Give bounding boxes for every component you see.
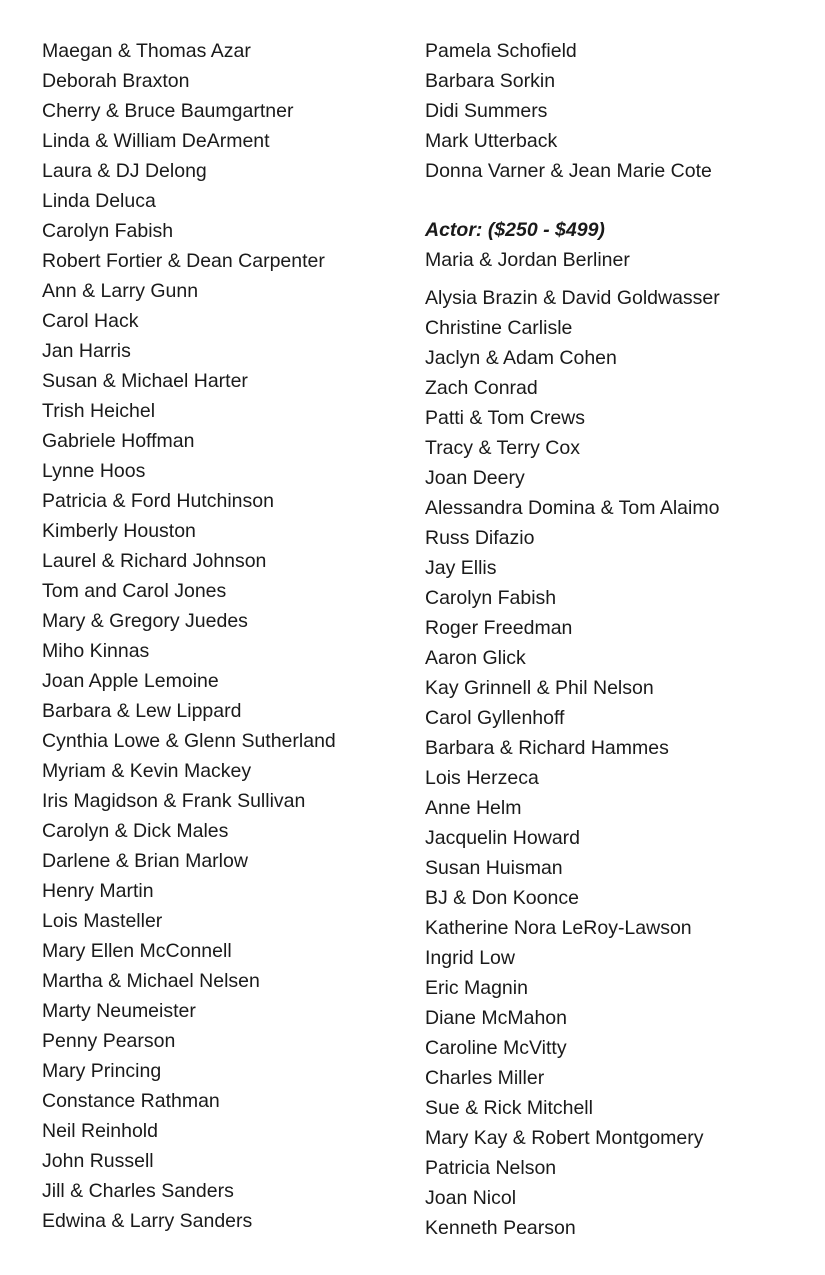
donor-name: Barbara Sorkin xyxy=(425,70,556,92)
donor-name: Jay Ellis xyxy=(425,557,497,579)
donor-name: Alessandra Domina & Tom Alaimo xyxy=(425,497,720,519)
donor-name: Mary Ellen McConnell xyxy=(42,940,232,962)
donor-name: Carolyn Fabish xyxy=(42,220,174,242)
donor-name: Linda & William DeArment xyxy=(42,130,270,152)
donor-name: Alysia Brazin & David Goldwasser xyxy=(425,287,720,309)
actor-tier-heading: Actor: ($250 - $499) xyxy=(425,219,605,241)
donor-name: Carolyn & Dick Males xyxy=(42,820,229,842)
donor-name: Carol Hack xyxy=(42,310,139,332)
donor-name: John Russell xyxy=(42,1150,154,1172)
donor-name: Deborah Braxton xyxy=(42,70,190,92)
donor-name: Iris Magidson & Frank Sullivan xyxy=(42,790,306,812)
donor-name: Jacquelin Howard xyxy=(425,827,581,849)
donor-name: Robert Fortier & Dean Carpenter xyxy=(42,250,325,272)
donor-name: Gabriele Hoffman xyxy=(42,430,195,452)
donor-name: Laura & DJ Delong xyxy=(42,160,207,182)
donor-name: Donna Varner & Jean Marie Cote xyxy=(425,160,712,182)
donor-name: Russ Difazio xyxy=(425,527,535,549)
donor-name: Miho Kinnas xyxy=(42,640,150,662)
donor-name: Cherry & Bruce Baumgartner xyxy=(42,100,294,122)
donor-name: Ingrid Low xyxy=(425,947,515,969)
donor-name: Penny Pearson xyxy=(42,1030,176,1052)
donor-name: Lois Masteller xyxy=(42,910,163,932)
donor-name: Kenneth Pearson xyxy=(425,1217,576,1239)
donor-name: Maegan & Thomas Azar xyxy=(42,40,251,62)
donor-name: Constance Rathman xyxy=(42,1090,220,1112)
donor-name: Charles Miller xyxy=(425,1067,545,1089)
right-name-column xyxy=(425,36,805,1243)
donor-name: Maria & Jordan Berliner xyxy=(425,249,630,271)
donor-name: Anne Helm xyxy=(425,797,522,819)
donor-name: Joan Deery xyxy=(425,467,525,489)
donor-name: Katherine Nora LeRoy-Lawson xyxy=(425,917,692,939)
donor-name: Eric Magnin xyxy=(425,977,528,999)
donor-name: Pamela Schofield xyxy=(425,40,577,62)
donor-name: Neil Reinhold xyxy=(42,1120,158,1142)
donor-name: Carol Gyllenhoff xyxy=(425,707,565,729)
donor-name: Laurel & Richard Johnson xyxy=(42,550,267,572)
donor-name: Tracy & Terry Cox xyxy=(425,437,580,459)
donor-name: Diane McMahon xyxy=(425,1007,567,1029)
donor-name: Jaclyn & Adam Cohen xyxy=(425,347,617,369)
donor-name: Martha & Michael Nelsen xyxy=(42,970,260,992)
left-name-column xyxy=(42,36,402,1236)
donor-name: Mary Kay & Robert Montgomery xyxy=(425,1127,704,1149)
donor-name: Ann & Larry Gunn xyxy=(42,280,199,302)
donor-name: Jan Harris xyxy=(42,340,131,362)
donor-name: Myriam & Kevin Mackey xyxy=(42,760,252,782)
donor-name: Mary Princing xyxy=(42,1060,162,1082)
donor-name: Joan Nicol xyxy=(425,1187,517,1209)
donor-name: Lois Herzeca xyxy=(425,767,539,789)
donor-name: BJ & Don Koonce xyxy=(425,887,579,909)
donor-name: Susan & Michael Harter xyxy=(42,370,248,392)
donor-name: Kay Grinnell & Phil Nelson xyxy=(425,677,654,699)
donor-name: Aaron Glick xyxy=(425,647,526,669)
donor-name: Didi Summers xyxy=(425,100,548,122)
donor-name: Barbara & Richard Hammes xyxy=(425,737,669,759)
donor-name: Caroline McVitty xyxy=(425,1037,567,1059)
donor-name: Joan Apple Lemoine xyxy=(42,670,219,692)
donor-name: Kimberly Houston xyxy=(42,520,196,542)
donor-name: Patricia & Ford Hutchinson xyxy=(42,490,274,512)
donor-name: Mark Utterback xyxy=(425,130,558,152)
donor-name: Mary & Gregory Juedes xyxy=(42,610,248,632)
donor-name: Trish Heichel xyxy=(42,400,156,422)
donor-name: Tom and Carol Jones xyxy=(42,580,227,602)
donor-name: Edwina & Larry Sanders xyxy=(42,1210,253,1232)
donor-name: Carolyn Fabish xyxy=(425,587,557,609)
donor-name: Lynne Hoos xyxy=(42,460,146,482)
donor-name: Susan Huisman xyxy=(425,857,563,879)
donor-name: Cynthia Lowe & Glenn Sutherland xyxy=(42,730,336,752)
donor-name: Marty Neumeister xyxy=(42,1000,196,1022)
donor-name: Zach Conrad xyxy=(425,377,538,399)
donor-name: Patricia Nelson xyxy=(425,1157,557,1179)
donor-name: Henry Martin xyxy=(42,880,154,902)
donor-name: Christine Carlisle xyxy=(425,317,573,339)
donor-name: Sue & Rick Mitchell xyxy=(425,1097,593,1119)
donor-name: Linda Deluca xyxy=(42,190,156,212)
donor-name: Darlene & Brian Marlow xyxy=(42,850,248,872)
donor-name: Patti & Tom Crews xyxy=(425,407,586,429)
donor-name: Roger Freedman xyxy=(425,617,573,639)
donor-name: Jill & Charles Sanders xyxy=(42,1180,234,1202)
donor-name: Barbara & Lew Lippard xyxy=(42,700,242,722)
